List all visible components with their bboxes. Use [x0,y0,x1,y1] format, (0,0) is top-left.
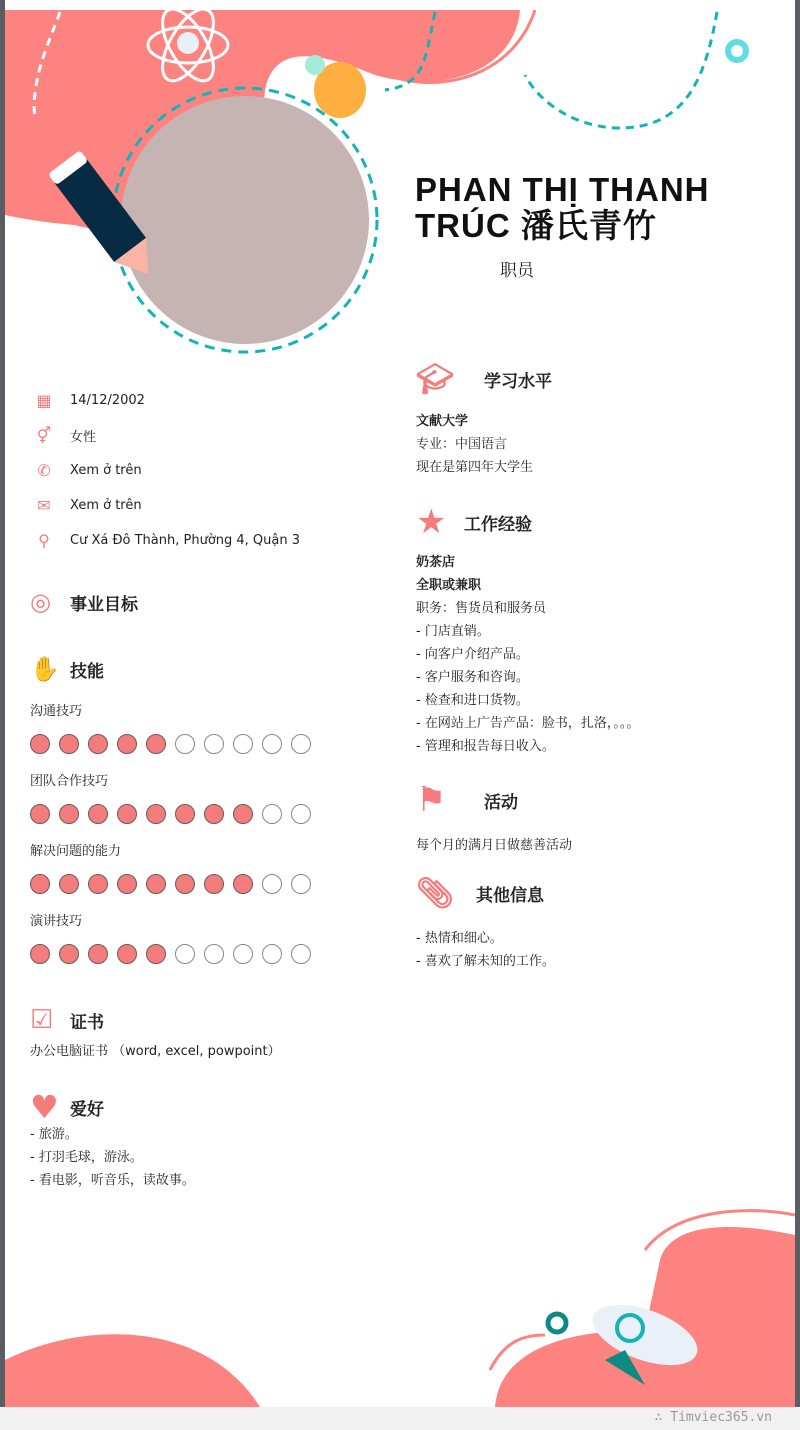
rating-dot [233,734,253,754]
section-title: 活动 [484,792,518,813]
section-title: 学习水平 [484,372,552,392]
rating-dot [175,804,195,824]
rating-dot [204,874,224,894]
rating-dot [233,944,253,964]
info-text: Xem ở trên [70,462,142,478]
rating-dot [88,734,108,754]
paperclip-icon: 📎︎ [416,876,455,911]
section-education [416,362,552,397]
experience-line: - 检查和进口货物。 [416,693,529,708]
phone-icon: ✆ [37,460,51,480]
rating-dot [291,944,311,964]
rating-dot [175,734,195,754]
experience-line: - 管理和报告每日收入。 [416,739,555,754]
section-title: 工作经验 [464,514,532,535]
rating-dot [30,804,50,824]
rating-dot [88,804,108,824]
rating-dot [59,944,79,964]
education-details [416,410,533,479]
rating-dot [262,874,282,894]
rating-dot [175,874,195,894]
skill-rating [30,944,311,964]
info-phone [30,460,142,480]
section-other [416,876,544,911]
rating-dot [59,734,79,754]
skill-rating [30,804,311,824]
skill-name: 解决问题的能力 [30,844,122,859]
info-email [30,495,142,515]
rating-dot [204,944,224,964]
skill-name: 团队合作技巧 [30,774,109,789]
info-gender [30,425,96,445]
star-icon: ★ [416,502,447,542]
skill-name: 演讲技巧 [30,914,83,929]
checklist-icon: ☑ [30,1005,54,1035]
section-title: 爱好 [70,1099,104,1120]
email-icon: ✉ [37,495,51,515]
rating-dot [30,734,50,754]
education-line: 专业：中国语言 [416,437,508,452]
section-skills [30,655,104,683]
rating-dot [262,804,282,824]
info-birthdate [30,390,145,410]
section-objective [30,588,138,616]
rating-dot [30,944,50,964]
cv-page [5,0,795,1407]
experience-details [416,551,639,758]
experience-line: - 客户服务和咨询。 [416,670,529,685]
section-activities [416,780,518,820]
profile-photo [121,96,369,344]
experience-line: - 在网站上广告产品：脸书，扎洛，。。。 [416,716,640,731]
graduation-cap-icon: 🎓︎ [416,362,455,397]
section-title: 技能 [70,661,104,682]
info-address [30,530,300,550]
watermark: ∴ Timviec365.vn [654,1410,772,1425]
gender-icon: ⚥ [36,425,52,445]
rating-dot [175,944,195,964]
section-title: 证书 [70,1012,104,1033]
skill-rating [30,874,311,894]
school-name: 文献大学 [416,414,469,429]
rating-dot [117,734,137,754]
rating-dot [262,734,282,754]
hobby-item: - 打羽毛球，游泳。 [30,1150,143,1165]
skill-rating [30,734,311,754]
rating-dot [88,874,108,894]
hobby-item: - 旅游。 [30,1127,78,1142]
info-text: Cư Xá Đô Thành, Phường 4, Quận 3 [70,532,301,548]
footer-bar [0,1407,800,1430]
experience-line: - 向客户介绍产品。 [416,647,529,662]
info-text: Xem ở trên [70,497,142,513]
rating-dot [117,804,137,824]
heart-icon: ♥ [30,1088,59,1126]
experience-line: 职务：售货员和服务员 [416,601,547,616]
certificate-text: 办公电脑证书 （word, excel, powpoint） [30,1044,281,1059]
hobbies-list [30,1123,195,1192]
rating-dot [117,874,137,894]
rating-dot [59,804,79,824]
job-title: 职员 [500,261,534,281]
experience-line: - 门店直销。 [416,624,490,639]
section-hobbies [30,1088,104,1126]
activities-text: 每个月的满月日做慈善活动 [416,838,573,853]
rating-dot [59,874,79,894]
rating-dot [146,734,166,754]
rating-dot [291,734,311,754]
rating-dot [88,944,108,964]
other-item: - 热情和细心。 [416,931,503,946]
location-icon: ⚲ [38,530,50,550]
rating-dot [233,874,253,894]
flag-icon: ⚑ [416,780,447,820]
section-certificates [30,1005,104,1035]
info-text: 14/12/2002 [70,392,145,408]
section-title: 其他信息 [476,886,544,906]
hand-icon: ✋ [30,655,60,683]
hobby-item: - 看电影，听音乐，读故事。 [30,1173,195,1188]
skill-name: 沟通技巧 [30,704,83,719]
rating-dot [146,874,166,894]
calendar-icon: ▦ [36,390,52,410]
rating-dot [204,734,224,754]
candidate-name: PHAN THỊ THANH TRÚC 潘氏青竹 [415,171,710,244]
company-name: 奶茶店 [416,555,456,570]
rating-dot [204,804,224,824]
rating-dot [146,944,166,964]
rating-dot [117,944,137,964]
education-line: 现在是第四年大学生 [416,460,534,475]
rating-dot [262,944,282,964]
info-text: 女性 [70,429,97,445]
rating-dot [233,804,253,824]
rating-dot [291,804,311,824]
job-type: 全职或兼职 [416,578,482,593]
section-experience [416,502,532,542]
other-info [416,927,555,973]
section-title: 事业目标 [70,594,138,615]
rating-dot [30,874,50,894]
rating-dot [291,874,311,894]
other-item: - 喜欢了解未知的工作。 [416,954,555,969]
rating-dot [146,804,166,824]
target-icon: ◎ [30,588,51,616]
